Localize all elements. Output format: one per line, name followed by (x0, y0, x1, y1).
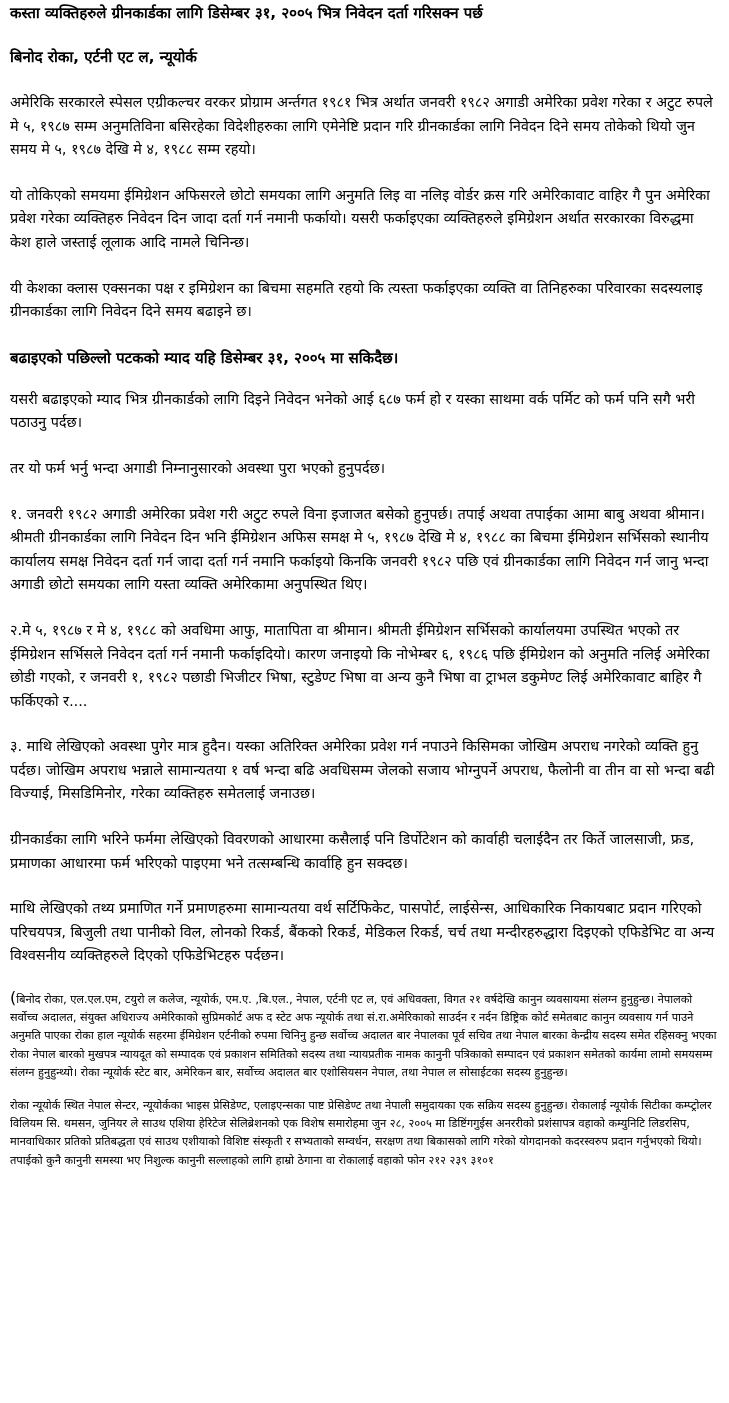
article-title: कस्ता व्यक्तिहरुले ग्रीनकार्डका लागि डिसेम्बर ३१, २००५ भित्र निवेदन दर्ता गरिसक्न पर्छ (10, 4, 483, 22)
paragraph-10: माथि लेखिएको तथ्य प्रमाणित गर्ने प्रमाणहरुमा सामान्यतया वर्थ सर्टिफिकेट, पासपोर्ट, लाईसेन्स, आधिकारिक निकायबाट प्रदान गरिएको परिचयपत्र, बिजुली तथा पानीको विल, लोनको रिकर्ड, बैंकको रिकर्ड, मेडिकल रिकर्ड, चर्च तथा मन्दीरहरुद्धारा दिइएको एफिडेभिट वा अन्य विश्वसनीय व्यक्तिहरुले दिएको एफिडेभिटहरु पर्दछन। (10, 901, 715, 965)
author-bio-2: रोका न्यूयोर्क स्थित नेपाल सेन्टर, न्यूयोर्कका भाइस प्रेसिडेण्ट, एलाइएन्सका पाष्ट प्रेसिडेण्ट तथा नेपाली समुदायका एक सक्रिय सदस्य हुनुहुन्छ। रोकालाई न्यूयोर्क सिटीका कम्प्ट्रोलर विलियम सि. थमसन, जुनियर ले साउथ एशिया हेरिटेज सेलिब्रेशनको एक विशेष समारोहमा जुन २८, २००५ मा डिष्टिंगगुईस अनररीको प्रशंसापत्र वहाको कम्युनिटि लिडरसिप, मानवाधिकार प्रतिको प्रतिबद्धता एवं साउथ एशीयाको विशिष्ट संस्कृती र सभ्यताको सम्वर्धन, सरक्षण तथा बिकासको लागि गरेको योगदानको कदरस्वरुप प्रदान गर्नुभएको थियो। तपाईको कुनै कानुनी समस्या भए निशुल्क कानुनी सल्लाहको लागि हाम्रो ठेगाना वा रोकालाई वहाको फोन २१२ २३९ ३१०१ (10, 1099, 712, 1167)
author-bio (10, 988, 717, 1082)
paragraph-5: तर यो फर्म भर्नु भन्दा अगाडी निम्नानुसारको अवस्था पुरा भएको हुनुपर्दछ। (10, 460, 386, 477)
paragraph-6: १. जनवरी १९८२ अगाडी अमेरिका प्रवेश गरी अटुट रुपले विना इजाजत बसेको हुनुपर्छ। तपाई अथवा तपाईका आमा बाबु अथवा श्रीमान।श्रीमती ग्रीनकार्डका लागि निवेदन दिन भनि ईमिग्रेशन अफिस समक्ष मे ५, १९८७ देखि मे ४, १९८८ का बिचमा ईमिग्रेशन सर्भिसको स्थानीय कार्यालय समक्ष निवेदन दर्ता गर्न जादा दर्ता गर्न नमानि फर्काइयो किनकि जनवरी १९८२ पछि एवं ग्रीनकार्डका लागि निवेदन गर्न जानु भन्दा अगाडी छोटो समयका लागि यस्ता व्यक्ति अमेरिकामा अनुपस्थित थिए। (10, 506, 709, 594)
section-subheading: बढाइएको पछिल्लो पटकको म्याद यहि डिसेम्बर ३१, २००५ मा सकिदैछ। (10, 348, 399, 367)
paragraph-2: यो तोकिएको समयमा ईमिग्रेशन अफिसरले छोटो समयका लागि अनुमति लिइ वा नलिइ वोर्डर क्रस गरि अमेरिकावाट वाहिर गै पुन अमेरिका प्रवेश गरेका व्यक्तिहरु निवेदन दिन जादा दर्ता गर्न नमानी फर्कायो। यसरी फर्काइएका व्यक्तिहरुले इमिग्रेशन अर्थात सरकारका विरुद्धमा केश हाले जस्ताई लूलाक आदि नामले चिनिन्छ। (10, 187, 710, 251)
paragraph-4: यसरी बढाइएको म्याद भित्र ग्रीनकार्डको लागि दिइने निवेदन भनेको आई ६८७ फर्म हो र यस्का साथमा वर्क पर्मिट को फर्म पनि सगै भरी पठाउनु पर्दछ। (10, 391, 696, 432)
bio-open-paren: ( (10, 988, 17, 1008)
article-byline: बिनोद रोका, एर्टनी एट ल, न्यूयोर्क (10, 48, 197, 66)
paragraph-9: ग्रीनकार्डका लागि भरिने फर्ममा लेखिएको विवरणको आधारमा कसैलाई पनि डिर्पोटेशन को कार्वाही चलाईदैन तर किर्ते जालसाजी, फ्रड, प्रमाणका आधारमा फर्म भरिएको पाइएमा भने तत्सम्बन्धि कार्वाहि हुन सक्दछ। (10, 832, 695, 872)
paragraph-3: यी केशका क्लास एक्सनका पक्ष र इमिग्रेशन का बिचमा सहमति रहयो कि त्यस्ता फर्काइएका व्यक्ति वा तिनिहरुका परिवारका सदस्यलाइ ग्रीनकार्डका लागि निवेदन दिने समय बढाइने छ। (10, 280, 703, 321)
author-bio-text: बिनोद रोका, एल.एल.एम, टयुरो ल कलेज, न्यूयोर्क, एम.ए. ,बि.एल., नेपाल, एर्टनी एट ल, एवं अधिवक्ता, विगत २१ वर्षदेखि कानुन व्यवसायमा संलग्न हुनुहुन्छ। नेपालको सर्वोच्च अदालत, संयुक्त अधिराज्य अमेरिकाको सुप्रिमकोर्ट अफ द स्टेट अफ न्यूयोर्क तथा सं.रा.अमेरिकाको साउर्दन र नर्दन डिष्ट्रिक कोर्ट समेतबाट कानुन व्यवसाय गर्न पाउने अनुमति पाएका रोका हाल न्यूयोर्क सहरमा ईमिग्रेशन एर्टनीको रुपमा चिनिनु हुन्छ सर्वोच्च अदालत बार नेपालका पूर्व सचिव तथा नेपाल बारका केन्द्रीय सदस्य समेत रहिसक्नु भएका रोका नेपाल बारको मुखपत्र न्यायदूत को सम्पादक एवं प्रकाशन समितिको सदस्य तथा न्यायप्रतीक नामक कानुनी पत्रिकाको सम्पादन एवं प्रकाशन समेतको कार्यमा लामो समयसम्म संलग्न हुनुहुन्थ्यो। रोका न्यूयोर्क स्टेट बार, अमेरिकन बार, सर्वोच्च अदालत बार एशोसियसन नेपाल, तथा नेपाल ल सोसाईटका सदस्य हुनुहुन्छ। (10, 993, 717, 1079)
paragraph-8: ३. माथि लेखिएको अवस्था पुगेर मात्र हुदैन। यस्का अतिरिक्त अमेरिका प्रवेश गर्न नपाउने किसिमका जोखिम अपराध नगरेको व्यक्ति हुनु पर्दछ। जोखिम अपराध भन्नाले सामान्यतया १ वर्ष भन्दा बढि अवधिसम्म जेलको सजाय भोग्नुपर्ने अपराध, फैलोनी वा तीन वा सो भन्दा बढी विज्याई, मिसडिमिनोर, गरेका व्यक्तिहरु समेतलाई जनाउछ। (10, 739, 715, 803)
paragraph-1: अमेरिकि सरकारले स्पेसल एग्रीकल्चर वरकर प्रोग्राम अर्न्तगत १९८१ भित्र अर्थात जनवरी १९८२ अगाडी अमेरिका प्रवेश गरेका र अटुट रुपले मे ५, १९८७ सम्म अनुमतिविना बसिरहेका विदेशीहरुका लागि एमेनेष्टि प्रदान गरि ग्रीनकार्डका लागि निवेदन दिने समय तोकेको थियो जुन समय मे ५, १९८७ देखि मे ४, १९८८ सम्म रहयो। (10, 95, 713, 159)
paragraph-7: २.मे ५, १९८७ र मे ४, १९८८ को अवधिमा आफु, मातापिता वा श्रीमान। श्रीमती ईमिग्रेशन सर्भिसको कार्यालयमा उपस्थित भएको तर ईमिग्रेशन सर्भिसले निवेदन दर्ता गर्न नमानी फर्काइदियो। कारण जनाइयो कि नोभेम्बर ६, १९८६ पछि ईमिग्रेशन को अनुमति नलिई अमेरिका छोडी गएको, र जनवरी १, १९८२ पछाडी भिजीटर भिषा, स्टुडेण्ट भिषा वा अन्य कुनै भिषा वा ट्राभल डकुमेण्ट लिई अमेरिकावाट बाहिर गै फर्किएको र.... (10, 622, 710, 710)
